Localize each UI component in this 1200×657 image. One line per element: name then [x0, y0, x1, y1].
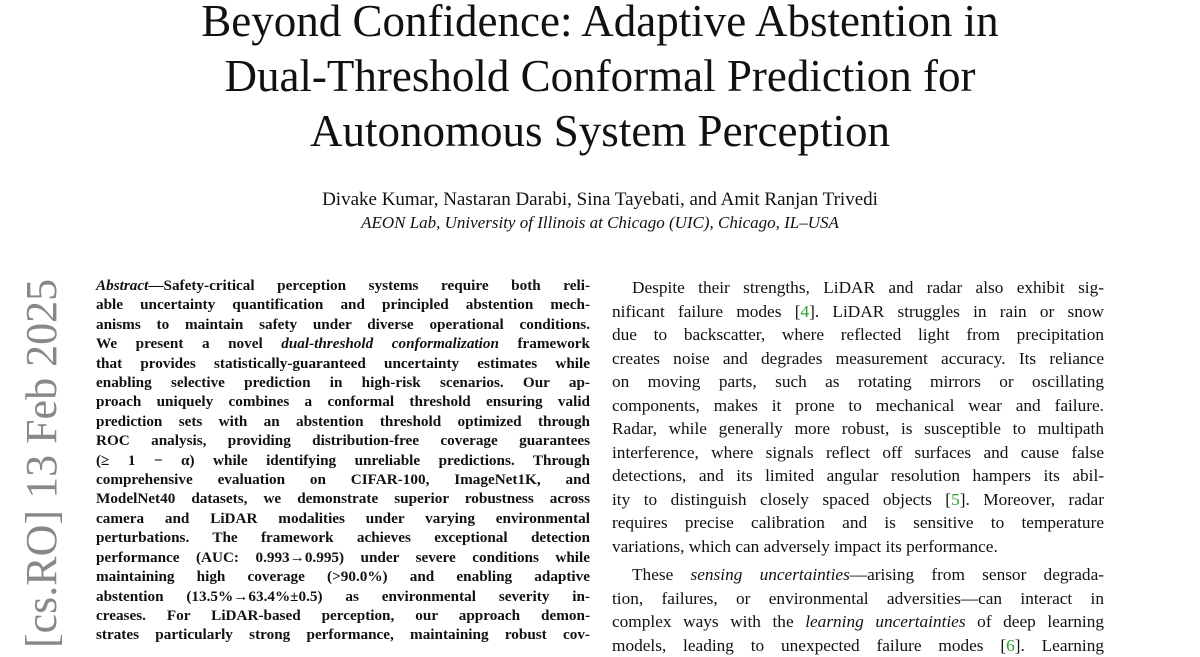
citation-link[interactable]: 6 [1006, 636, 1015, 655]
abstract [96, 276, 590, 645]
body-line: on moving parts, such as rotating mirrors or oscillating [612, 370, 1104, 394]
body-line: requires precise calibration and is sensitive to temperature [612, 511, 1104, 535]
citation-link[interactable]: 5 [951, 490, 960, 509]
abstract-line: prediction sets with an abstention threshold optimized through [96, 412, 590, 431]
abstract-line: ModelNet40 datasets, we demonstrate superior robustness across [96, 489, 590, 508]
abstract-line: creases. For LiDAR-based perception, our approach demon- [96, 606, 590, 625]
body-line: creates noise and degrades measurement accuracy. Its reliance [612, 347, 1104, 371]
abstract-line: We present a novel dual-threshold conformalization framework [96, 334, 590, 353]
body-line: variations, which can adversely impact its performance. [612, 535, 1104, 559]
method-name: dual-threshold conformalization [281, 335, 499, 352]
body-column [612, 276, 1104, 657]
abstract-label: Abstract [96, 277, 148, 294]
body-line: ity to distinguish closely spaced objects [5]. Moreover, radar [612, 488, 1104, 512]
body-line: These sensing uncertainties—arising from sensor degrada- [612, 563, 1104, 587]
abstract-line: Abstract—Safety-critical perception systems require both reli- [96, 276, 590, 295]
affiliation: AEON Lab, University of Illinois at Chicago (UIC), Chicago, IL–USA [0, 212, 1200, 234]
abstract-line: enabling selective prediction in high-risk scenarios. Our ap- [96, 373, 590, 392]
abstract-line: perturbations. The framework achieves exceptional detection [96, 528, 590, 547]
abstract-line: anisms to maintain safety under diverse operational conditions. [96, 315, 590, 334]
author-list: Divake Kumar, Nastaran Darabi, Sina Tayebati, and Amit Ranjan Trivedi [0, 188, 1200, 212]
abstract-line: proach uniquely combines a conformal threshold ensuring valid [96, 392, 590, 411]
body-line: models, leading to unexpected failure modes [6]. Learning [612, 634, 1104, 657]
abstract-line: strates particularly strong performance, maintaining robust cov- [96, 625, 590, 644]
paper-title [0, 0, 1200, 159]
body-line: due to backscatter, where reflected light from precipitation [612, 323, 1104, 347]
body-line: components, makes it prone to mechanical wear and failure. [612, 394, 1104, 418]
abstract-line: that provides statistically-guaranteed uncertainty estimates while [96, 354, 590, 373]
title-line-2: Dual-Threshold Conformal Prediction for [0, 49, 1200, 104]
body-line: nificant failure modes [4]. LiDAR struggles in rain or snow [612, 300, 1104, 324]
body-line: complex ways with the learning uncertainties of deep learning [612, 610, 1104, 634]
abstract-line: camera and LiDAR modalities under varying environmental [96, 509, 590, 528]
abstract-line: able uncertainty quantification and principled abstention mech- [96, 295, 590, 314]
abstract-line: comprehensive evaluation on CIFAR-100, ImageNet1K, and [96, 470, 590, 489]
abstract-line: maintaining high coverage (>90.0%) and enabling adaptive [96, 567, 590, 586]
title-line-3: Autonomous System Perception [0, 104, 1200, 159]
abstract-line: abstention (13.5%→63.4%±0.5) as environmental severity in- [96, 587, 590, 606]
abstract-line: ROC analysis, providing distribution-free coverage guarantees [96, 431, 590, 450]
body-line: interference, where signals reflect off surfaces and cause false [612, 441, 1104, 465]
body-line: Despite their strengths, LiDAR and radar also exhibit sig- [612, 276, 1104, 300]
body-line: tion, failures, or environmental adversities—can interact in [612, 587, 1104, 611]
abstract-line: (≥ 1 − α) while identifying unreliable predictions. Through [96, 451, 590, 470]
arxiv-stamp: [cs.RO] 13 Feb 2025 [22, 279, 62, 648]
body-line: Radar, while generally more robust, is susceptible to multipath [612, 417, 1104, 441]
body-line: detections, and its limited angular resolution hampers its abil- [612, 464, 1104, 488]
title-line-1: Beyond Confidence: Adaptive Abstention in [0, 0, 1200, 49]
citation-link[interactable]: 4 [800, 302, 809, 321]
abstract-line: performance (AUC: 0.993→0.995) under severe conditions while [96, 548, 590, 567]
